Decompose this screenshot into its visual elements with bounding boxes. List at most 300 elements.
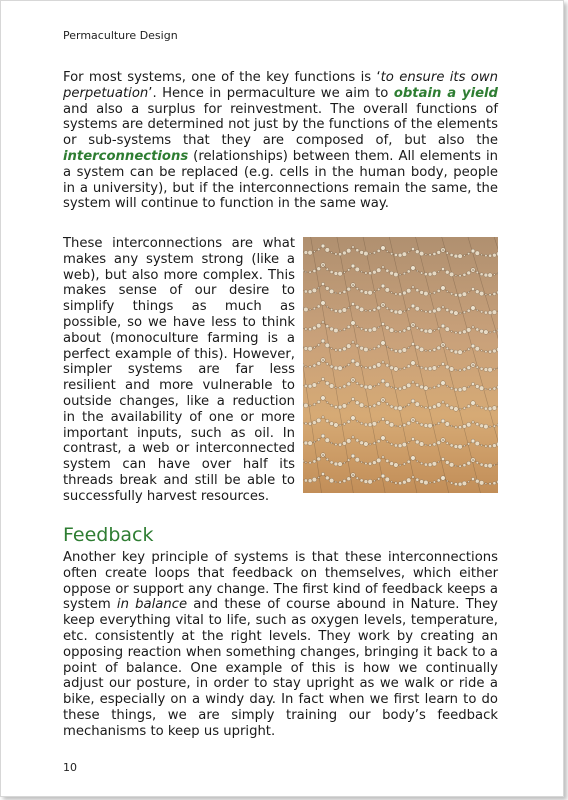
dew-drop [317, 361, 321, 365]
dew-drop [493, 330, 496, 333]
dew-drop [339, 386, 342, 389]
dew-drop [489, 426, 491, 428]
dew-drop [360, 441, 364, 445]
dew-drop [415, 440, 419, 444]
dew-drop [376, 363, 381, 368]
dew-drop [334, 366, 338, 370]
dew-drop [497, 272, 498, 275]
dew-drop [342, 251, 346, 255]
dew-drop [467, 405, 470, 408]
dew-drop [493, 425, 496, 428]
dew-drop [433, 443, 436, 446]
dew-drop [398, 406, 403, 411]
dew-drop [356, 382, 359, 385]
dew-drop [488, 273, 493, 278]
dew-drop [475, 346, 480, 351]
dew-drop [407, 326, 411, 330]
dew-drop [432, 366, 437, 371]
dew-drop [488, 407, 492, 411]
dew-drop [343, 385, 346, 388]
dew-drop [451, 331, 453, 333]
dew-drop [411, 456, 416, 461]
dew-drop [492, 444, 496, 448]
dew-drop [394, 444, 397, 447]
text: and also a surplus for reinvestment. The overall functions of systems are determined not just by the functions of the elements or sub-systems that they are composed of, but also the [63, 101, 498, 149]
dew-drop [372, 270, 376, 274]
dew-drop [356, 326, 358, 328]
dew-drop [390, 443, 393, 446]
dew-drop [480, 273, 483, 276]
dew-drop [404, 310, 406, 312]
dew-drop [303, 459, 304, 464]
dew-drop [471, 382, 474, 385]
dew-drop [403, 424, 406, 427]
dew-drop [472, 269, 474, 271]
dew-drop [381, 417, 384, 420]
dew-drop [308, 346, 313, 351]
dew-drop [471, 401, 476, 406]
dew-drop [369, 405, 372, 408]
dew-drop [466, 422, 471, 427]
dew-drop [406, 383, 411, 388]
dew-drop [446, 385, 448, 387]
dew-drop [330, 404, 333, 407]
dew-drop [304, 251, 308, 255]
dew-drop [334, 328, 339, 333]
dew-drop [369, 272, 372, 275]
dew-drop [389, 328, 394, 333]
dew-drop [382, 266, 385, 269]
dew-drop [305, 271, 307, 273]
dew-drop [471, 287, 474, 290]
dew-drop [369, 366, 372, 369]
dew-drop [373, 442, 376, 445]
page-number: 10 [63, 761, 77, 774]
dew-drop [317, 457, 321, 461]
dew-drop [352, 379, 354, 381]
dew-drop [355, 362, 360, 367]
dew-drop [351, 359, 355, 363]
highlight-interconnections: interconnections [63, 148, 189, 164]
dew-drop [391, 481, 393, 483]
dew-drop [403, 272, 406, 275]
text: (relationships) between them. All elements in a system can be replaced (e.g. cells in the human body, people in a university), but if the interconnections remain the same, the system will continue to function in the same way. [63, 148, 498, 212]
dew-drop [415, 250, 419, 254]
dew-drop [449, 463, 454, 468]
dew-drop [493, 482, 496, 485]
dew-drop [314, 251, 316, 253]
dew-drop [381, 284, 385, 288]
dew-drop [331, 252, 333, 254]
dew-drop [334, 272, 338, 276]
text: and these of course abound in Nature. They keep everything vital to life, such as oxygen levels, temperature, etc. consistently at the right levels. They work by creating an opposing reaction when something changes, bringing it back to a point of balance. One example of this is how we continually adjust our posture, in order to stay upright as we walk or ride a bike, especially on a windy day. In fact when we first learn to do these things, we are simply training our body’s feedback mechanisms to keep us upright. [63, 597, 498, 739]
dew-drop [303, 268, 304, 273]
dew-drop [355, 267, 360, 272]
dew-drop [481, 254, 483, 256]
dew-drop [494, 368, 496, 370]
dew-drop [454, 483, 457, 486]
dew-drop [446, 347, 449, 350]
dew-drop [471, 306, 476, 311]
dew-drop [403, 367, 406, 370]
dew-drop [476, 405, 478, 407]
dew-drop [411, 266, 416, 271]
dew-drop [331, 442, 333, 444]
dew-drop [339, 253, 342, 256]
dew-drop [437, 346, 441, 350]
dew-drop [335, 481, 337, 483]
dew-drop [365, 272, 368, 275]
dew-drop [356, 249, 359, 252]
dew-drop [364, 423, 367, 426]
dew-drop [347, 287, 351, 291]
dew-drop [432, 462, 437, 467]
dew-drop [335, 349, 338, 352]
dew-drop [342, 347, 346, 351]
dew-drop [433, 386, 436, 389]
dew-drop [330, 270, 333, 273]
dew-drop [467, 271, 471, 275]
dew-drop [449, 367, 454, 372]
dew-drop [317, 438, 320, 441]
dew-drop [356, 420, 358, 422]
dew-drop [429, 253, 432, 256]
dew-drop [402, 442, 407, 447]
dew-drop [364, 385, 368, 389]
dew-drop [412, 286, 415, 289]
highlight-obtain-yield: obtain a yield [393, 85, 498, 101]
dew-drop [368, 423, 372, 427]
dew-drop [434, 330, 436, 332]
dew-drop [472, 326, 475, 329]
dew-drop [496, 252, 498, 257]
dew-drop [309, 328, 312, 331]
dew-drop [373, 252, 376, 255]
dew-drop [325, 476, 329, 480]
dew-drop [377, 478, 380, 481]
dew-drop [317, 400, 320, 403]
dew-drop [325, 286, 329, 290]
dew-drop [411, 342, 414, 345]
dew-drop [488, 367, 493, 372]
dew-drop [347, 382, 351, 386]
dew-drop [485, 388, 487, 390]
dew-drop [445, 270, 449, 274]
dew-drop [304, 290, 307, 293]
dew-drop [428, 367, 432, 371]
dew-drop [325, 438, 330, 443]
dew-drop [467, 461, 471, 465]
dew-drop [326, 306, 328, 308]
dew-drop [424, 291, 429, 296]
dew-drop [485, 445, 488, 448]
dew-drop [476, 423, 479, 426]
dew-drop [309, 422, 312, 425]
dew-drop [459, 369, 462, 372]
dew-drop [420, 290, 424, 294]
dew-drop [467, 252, 470, 255]
dew-drop [412, 419, 414, 421]
dew-drop [322, 359, 324, 361]
dew-drop [312, 477, 317, 482]
dew-drop [352, 246, 355, 249]
dew-drop [475, 479, 479, 483]
section-heading-feedback: Feedback [63, 524, 154, 546]
dew-drop [361, 366, 363, 368]
dew-drop [445, 327, 450, 332]
dew-drop [338, 405, 342, 409]
dew-drop [382, 361, 385, 364]
dew-drop [485, 350, 488, 353]
dew-drop [406, 288, 411, 293]
dew-drop [484, 330, 489, 335]
dew-drop [394, 310, 398, 314]
dew-drop [488, 463, 493, 468]
dew-drop [305, 422, 308, 425]
dew-drop [347, 325, 350, 328]
italic-phrase: to ensure its own perpetuation [63, 70, 498, 101]
dew-drop [365, 462, 368, 465]
dew-drop [455, 426, 458, 429]
dew-drop [347, 477, 351, 481]
dew-drop [399, 368, 401, 370]
dew-drop [480, 311, 483, 314]
dew-drop [390, 405, 393, 408]
dew-drop [458, 482, 462, 486]
dew-drop [335, 253, 338, 256]
dew-drop [436, 307, 441, 312]
dew-drop [326, 402, 328, 404]
dew-drop [377, 306, 381, 310]
dew-drop [308, 384, 312, 388]
dew-drop [434, 424, 436, 426]
dew-drop [368, 385, 373, 390]
dew-drop [468, 386, 470, 388]
dew-drop [407, 460, 410, 463]
dew-drop [386, 364, 389, 367]
dew-drop [442, 306, 445, 309]
dew-drop [433, 252, 436, 255]
dew-drop [313, 364, 316, 367]
dew-drop [411, 304, 415, 308]
dew-drop [463, 368, 466, 371]
dew-drop [374, 291, 376, 293]
dew-drop [476, 461, 479, 464]
dew-drop [412, 324, 414, 326]
dew-drop [304, 479, 307, 482]
dew-drop [438, 366, 440, 368]
dew-drop [369, 253, 371, 255]
dew-drop [497, 367, 498, 370]
dew-drop [385, 477, 390, 482]
dew-drop [467, 348, 470, 351]
dew-drop [489, 331, 491, 333]
dew-drop [411, 247, 414, 250]
dew-drop [359, 307, 364, 312]
dew-drop [429, 293, 431, 295]
dew-drop [479, 386, 484, 391]
dew-drop [325, 248, 330, 253]
dew-drop [309, 271, 312, 274]
dew-drop [462, 330, 466, 334]
dew-drop [416, 460, 418, 462]
dew-drop [321, 377, 324, 380]
dew-drop [347, 363, 350, 366]
dew-drop [480, 424, 484, 428]
dew-drop [394, 272, 399, 277]
dew-drop [468, 291, 470, 293]
dew-drop [391, 386, 393, 388]
dew-drop [429, 387, 431, 389]
dew-drop [335, 443, 338, 446]
dew-drop [408, 347, 410, 349]
dew-drop [494, 274, 496, 276]
dew-drop [391, 292, 393, 294]
dew-drop [356, 287, 359, 290]
dew-drop [420, 462, 423, 465]
dew-drop [466, 328, 471, 333]
dew-drop [326, 363, 329, 366]
spider-web-dew-photo [303, 237, 498, 493]
dew-drop [441, 267, 444, 270]
dew-drop [459, 274, 462, 277]
dew-drop [480, 463, 483, 466]
dew-drop [322, 264, 324, 266]
dew-drop [450, 293, 453, 296]
dew-drop [390, 366, 394, 370]
dew-drop [455, 331, 458, 334]
dew-drop [436, 403, 441, 408]
dew-drop [399, 387, 402, 390]
dew-drop [312, 421, 316, 425]
dew-drop [316, 418, 321, 423]
dew-drop [330, 308, 333, 311]
dew-drop [438, 461, 440, 463]
dew-drop [351, 454, 355, 458]
dew-drop [326, 419, 329, 422]
dew-drop [398, 444, 402, 448]
dew-drop [432, 405, 436, 409]
dew-drop [420, 328, 423, 331]
dew-drop [488, 311, 492, 315]
dew-drop [464, 350, 466, 352]
dew-drop [317, 267, 321, 271]
dew-drop [385, 382, 390, 387]
dew-drop [382, 304, 384, 306]
dew-drop [420, 272, 423, 275]
dew-drop [360, 384, 363, 387]
dew-drop [446, 252, 449, 255]
dew-drop [382, 456, 385, 459]
dew-drop [467, 309, 470, 312]
dew-drop [374, 480, 376, 482]
dew-drop [432, 271, 437, 276]
dew-drop [415, 345, 419, 349]
dew-drop [433, 481, 436, 484]
dew-drop [475, 251, 480, 256]
dew-drop [381, 322, 384, 325]
running-head: Permaculture Design [63, 29, 178, 42]
dew-drop [351, 264, 355, 268]
dew-drop [450, 349, 453, 352]
dew-drop [364, 328, 367, 331]
dew-drop [374, 385, 376, 387]
dew-drops-illustration [303, 237, 498, 493]
dew-drop [437, 479, 440, 482]
dew-drop [425, 310, 428, 313]
dew-drop [479, 481, 484, 486]
dew-drop [425, 350, 427, 352]
dew-drop [322, 416, 325, 419]
dew-drop [309, 461, 312, 464]
dew-drop [462, 424, 466, 428]
dew-drop [385, 420, 389, 424]
dew-drop [446, 291, 448, 293]
dew-drop [343, 328, 346, 331]
dew-drop [377, 383, 380, 386]
dew-drop [394, 349, 397, 352]
dew-drop [305, 462, 307, 464]
dew-drop [416, 365, 418, 367]
dew-drop [489, 482, 492, 485]
dew-drop [381, 379, 385, 383]
dew-drop [351, 302, 354, 305]
dew-drop [335, 387, 337, 389]
dew-drop [381, 341, 386, 346]
dew-drop [394, 367, 399, 372]
dew-drop [381, 246, 386, 251]
dew-drop [338, 462, 343, 467]
dew-drop [497, 423, 498, 426]
dew-drop [342, 441, 346, 445]
dew-drop [408, 251, 410, 253]
dew-drop [352, 341, 355, 344]
dew-drop [407, 403, 410, 406]
dew-drop [411, 437, 414, 440]
dew-drop [428, 272, 432, 276]
dew-drop [308, 250, 313, 255]
dew-drop [450, 444, 453, 447]
dew-drop [437, 441, 441, 445]
dew-drop [372, 365, 376, 369]
dew-drop [377, 440, 380, 443]
dew-drop [351, 321, 356, 326]
dew-drop [419, 251, 424, 256]
dew-drop [464, 255, 466, 257]
dew-drop [446, 442, 449, 445]
dew-drop [425, 444, 427, 446]
dew-drop [419, 347, 424, 352]
dew-drop [304, 347, 308, 351]
dew-drop [364, 251, 369, 256]
dew-drop [416, 289, 419, 292]
dew-drop [437, 289, 440, 292]
dew-drop [318, 287, 320, 289]
dew-drop [378, 326, 380, 328]
dew-drop [442, 401, 445, 404]
dew-drop [347, 459, 350, 462]
dew-drop [386, 269, 389, 272]
dew-drop [385, 326, 389, 330]
dew-drop [467, 366, 471, 370]
dew-drop [355, 401, 359, 405]
dew-drop [472, 421, 475, 424]
dew-drop [429, 482, 431, 484]
dew-drop [309, 365, 312, 368]
dew-drop [386, 251, 388, 253]
dew-drop [376, 268, 381, 273]
dew-drop [321, 301, 326, 306]
